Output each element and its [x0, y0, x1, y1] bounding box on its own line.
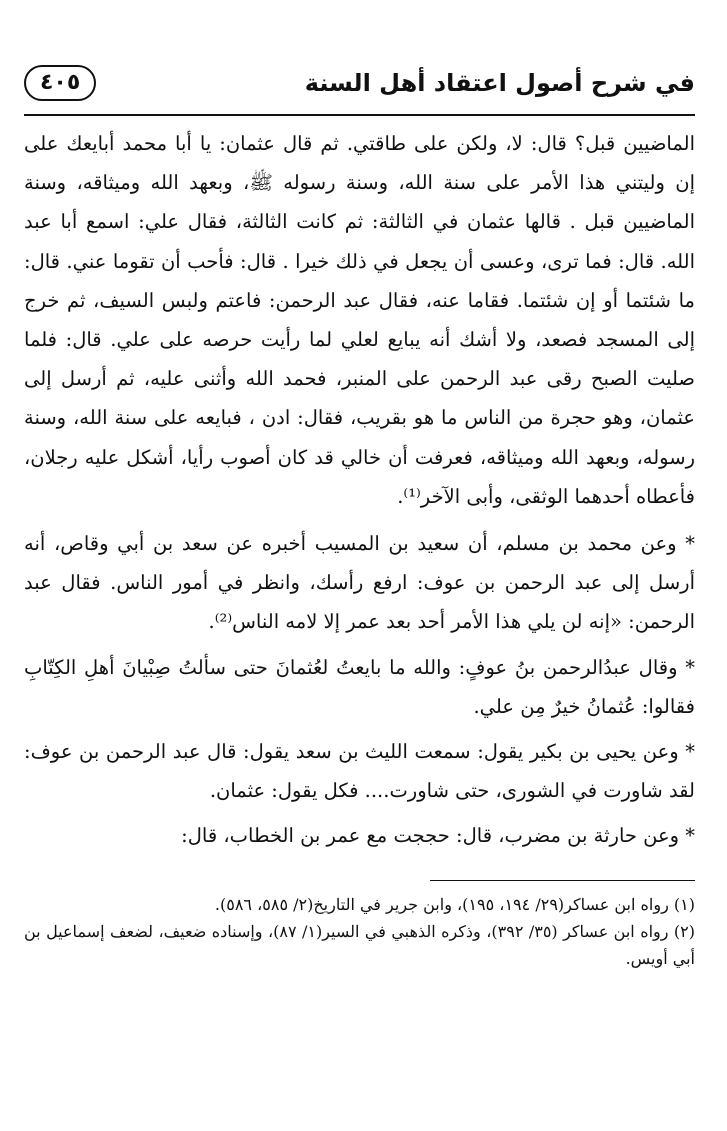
footnote-1: (١) رواه ابن عساكر(٢٩/ ١٩٤، ١٩٥)، وابن جرير في التاريخ(٢/ ٥٨٥، ٥٨٦).: [214, 894, 695, 914]
footnotes: [24, 891, 695, 972]
page-header: [24, 52, 695, 116]
book-page: [0, 52, 727, 1131]
paragraph-4: * وعن يحيى بن بكير يقول: سمعت الليث بن سعد يقول: قال عبد الرحمن بن عوف: لقد شاورت في الشورى، حتى شاورت.... فكل يقول: عثمان.: [24, 740, 695, 803]
footnote-separator: [430, 880, 695, 881]
paragraph-2: * وعن محمد بن مسلم، أن سعيد بن المسيب أخبره عن سعد بن أبي وقاص، أنه أرسل إلى عبد الرحمن بن عوف: ارفع رأسك، وانظر في أمور الناس. فقال عبد الرحمن: «إنه لن يلي هذا الأمر أحد بعد عمر إلا لامه الناس⁽²⁾.: [24, 532, 695, 634]
paragraph-1: الماضيين قبل؟ قال: لا، ولكن على طاقتي. ثم قال عثمان: يا أبا محمد أبايعك على إن وليتني هذا الأمر على سنة الله، وسنة رسوله ﷺ، وبعهد الله وميثاقه، وسنة الماضيين قبل . قالها عثمان في الثالثة: ثم كانت الثالثة، فقال علي: اسمع أبا عبد الله. قال: فما ترى، وعسى أن يجعل في ذلك خيرا . قال: فأحب أن تقوما عني. قال: ما شئتما أو إن شئتما. فقاما عنه، فقال عبد الرحمن: فاعتم ولبس السيف، ثم خرج إلى المسجد فصعد، ولا أشك أنه يبايع لعلي لما رأيت حرصه على علي. قال: فلما صليت الصبح رقى عبد الرحمن على المنبر، فحمد الله وأثنى عليه، ثم أرسل إلى عثمان، وهو حجرة من الناس ما هو بقريب، فقال: ادن ، فبايعه على سنة الله، وسنة رسوله، وبعهد الله وميثاقه، فعرفت أن خالي قد كان أصوب رأيا، أشكل عليه رجلان، فأعطاه أحدهما الوثقى، وأبى الآخر⁽¹⁾.: [24, 132, 695, 508]
running-title: في شرح أصول اعتقاد أهل السنة: [304, 69, 695, 97]
page-number: ٤٠٥: [24, 65, 96, 101]
paragraph-3: * وقال عبدُالرحمن بنُ عوفٍ: والله ما بايعتُ لعُثمانَ حتى سألتُ صِبْيانَ أهلِ الكِتّابِ فقالوا: عُثمانُ خيرٌ مِن علي.: [24, 655, 695, 718]
footnote-2: (٢) رواه ابن عساكر (٣٥/ ٣٩٢)، وذكره الذهبي في السير(١/ ٨٧)، وإسناده ضعيف، لضعف إسماعيل بن أبي أويس.: [24, 921, 695, 968]
paragraph-5: * وعن حارثة بن مضرب، قال: حججت مع عمر بن الخطاب، قال:: [181, 824, 695, 848]
main-text: [24, 124, 695, 856]
